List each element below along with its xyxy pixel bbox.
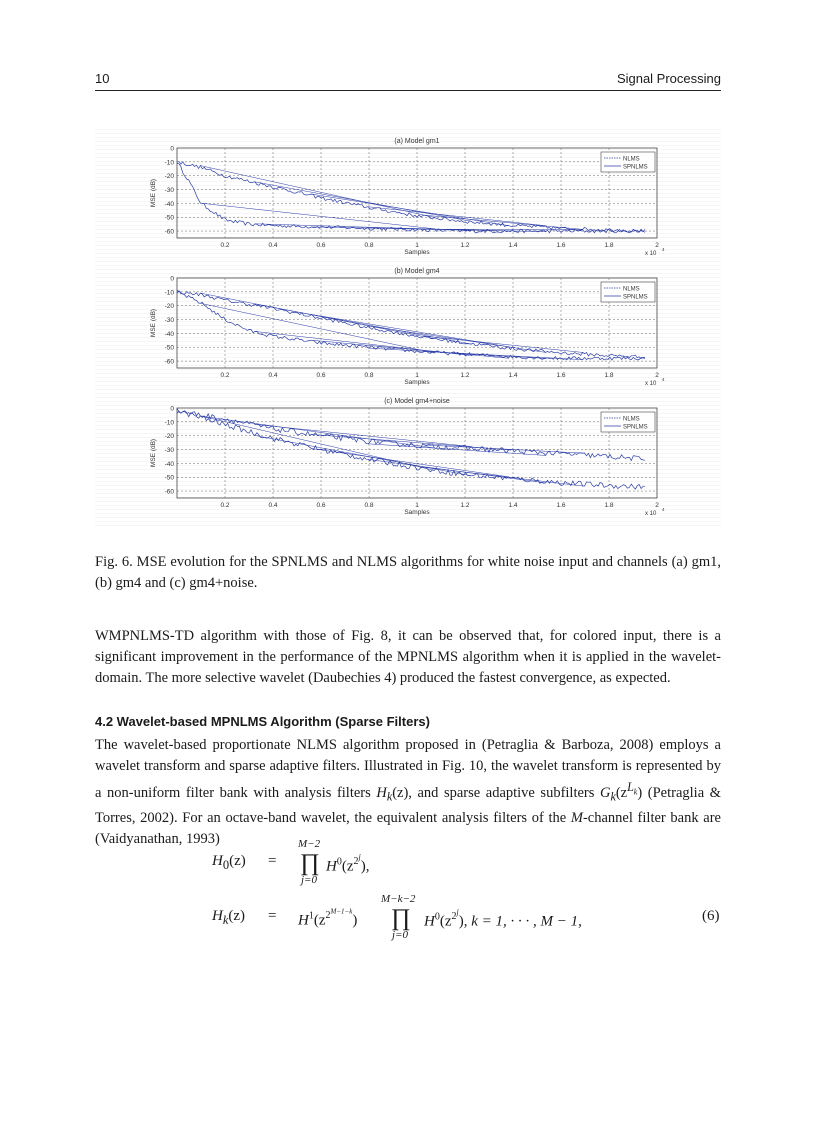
- series-hatch-nlms: [255, 182, 471, 221]
- x-tick-label: 0.4: [268, 502, 278, 509]
- math-G: G: [599, 784, 611, 801]
- chart-title: (a) Model gm1: [394, 138, 440, 145]
- series-hatch-nlms: [312, 194, 509, 225]
- math-M: M: [570, 809, 583, 826]
- eq1-equals: =: [268, 853, 277, 869]
- legend-label: SPNLMS: [623, 294, 648, 301]
- y-tick-label: -60: [164, 358, 174, 366]
- math-G-exp-sub: k: [633, 787, 638, 797]
- legend-label: NLMS: [623, 416, 640, 423]
- legend-label: SPNLMS: [623, 424, 648, 431]
- y-tick-label: -50: [164, 344, 174, 352]
- eq2-equals: =: [268, 908, 277, 924]
- x-tick-label: 2: [655, 502, 659, 509]
- series-hatch-nlms: [425, 467, 583, 486]
- eq1-rhs: $H^0(z^{2^j})$,: [326, 853, 370, 875]
- series-hatch-spnlms: [200, 303, 434, 353]
- para2-text-1: The wavelet-based proportionate NLMS algorithm proposed in (Petraglia & Barboza, 2008) employs a wavelet transform and sparse adaptive filters. Illustrated in Fig. 10, the wavelet transform is represented by a non-uniform filter bank with analysis filters: [95, 737, 721, 801]
- y-axis-label: MSE (dB): [150, 438, 157, 468]
- y-tick-label: -20: [164, 173, 174, 181]
- series-hatch-nlms: [200, 293, 434, 339]
- x-tick-label: 1.4: [508, 502, 518, 509]
- chart-title: (c) Model gm4+noise: [384, 398, 450, 405]
- eq2-product-symbol: ∏: [391, 905, 411, 931]
- x-tick-label: 1.6: [556, 372, 566, 379]
- paragraph-wavelet: [95, 735, 721, 850]
- eq2-lhs: $H_k(z)$: [212, 908, 246, 927]
- series-line-spnlms: [177, 291, 645, 361]
- x-tick-label: 1.4: [508, 242, 518, 249]
- x-tick-label: 1.6: [556, 502, 566, 509]
- x-tick-label: 0.8: [364, 502, 374, 509]
- x-tick-label: 0.8: [364, 242, 374, 249]
- y-tick-label: -10: [164, 159, 174, 167]
- x-tick-label: 1.8: [604, 372, 614, 379]
- x-tick-label: 1.2: [460, 242, 470, 249]
- series-hatch-nlms: [255, 435, 471, 475]
- y-tick-label: -10: [164, 419, 174, 427]
- y-tick-label: -40: [164, 330, 174, 338]
- math-G-close: ): [637, 784, 643, 801]
- x-scale-label: x 10: [645, 251, 657, 257]
- y-tick-label: 0: [170, 405, 174, 413]
- x-axis-label: Samples: [404, 379, 430, 386]
- y-tick-label: -10: [164, 289, 174, 297]
- x-tick-label: 1.6: [556, 242, 566, 249]
- y-tick-label: 0: [170, 145, 174, 153]
- section-heading: 4.2 Wavelet-based MPNLMS Algorithm (Sparse Filters): [95, 714, 430, 729]
- series-hatch-nlms: [200, 166, 434, 218]
- x-tick-label: 1.2: [460, 372, 470, 379]
- y-tick-label: -20: [164, 433, 174, 441]
- x-tick-label: 1: [415, 372, 419, 379]
- x-tick-label: 0.6: [316, 502, 326, 509]
- running-header: [95, 70, 721, 91]
- y-axis-label: MSE (dB): [150, 308, 157, 338]
- chart-panel-1: [150, 138, 665, 257]
- eq2-rhs-a: $H^1(z^{2^{M-1-k}})$: [298, 908, 358, 929]
- series-line-nlms: [177, 291, 645, 359]
- eq1-prod-upper: M−2: [298, 838, 321, 850]
- series-hatch-nlms: [255, 304, 471, 344]
- math-H: H: [376, 784, 387, 801]
- math-H-sub: k: [386, 789, 393, 804]
- series-hatch-spnlms: [312, 340, 509, 358]
- y-tick-label: -60: [164, 228, 174, 236]
- x-scale-exponent: 4: [662, 507, 665, 512]
- chart-panel-3: [150, 398, 665, 517]
- series-line-spnlms: [177, 163, 645, 233]
- figure-caption: Fig. 6. MSE evolution for the SPNLMS and NLMS algorithms for white noise input and channels (a) gm1, (b) gm4 and (c) gm4+noise.: [95, 554, 721, 591]
- y-tick-label: -30: [164, 317, 174, 325]
- y-axis-label: MSE (dB): [150, 178, 157, 208]
- x-tick-label: 1: [415, 502, 419, 509]
- legend-label: SPNLMS: [623, 164, 648, 171]
- x-tick-label: 0.6: [316, 242, 326, 249]
- mse-charts-svg: [95, 126, 721, 526]
- x-tick-label: 0.4: [268, 242, 278, 249]
- math-G-exp: L: [627, 780, 634, 794]
- x-scale-label: x 10: [645, 381, 657, 387]
- x-tick-label: 2: [655, 242, 659, 249]
- para2-text-2: , and sparse adaptive subfilters: [408, 784, 600, 801]
- eq1-prod-lower: j=0: [301, 874, 317, 886]
- eq2-prod-upper: M−k−2: [381, 893, 416, 905]
- math-H-arg: (z): [392, 784, 409, 801]
- x-scale-exponent: 4: [662, 377, 665, 382]
- series-line-nlms: [177, 162, 645, 233]
- paragraph-results: WMPNLMS-TD algorithm with those of Fig. 8, it can be observed that, for colored input, there is a significant improvement in the performance of the MPNLMS algorithm when it is applied in the wavelet-domain. The more selective wavelet (Daubechies 4) produced the fastest convergence, as expected.: [95, 628, 721, 686]
- y-tick-label: -40: [164, 200, 174, 208]
- eq1-product-symbol: ∏: [300, 850, 320, 876]
- x-scale-exponent: 4: [662, 247, 665, 252]
- x-tick-label: 1.4: [508, 372, 518, 379]
- series-hatch-spnlms: [200, 203, 434, 229]
- y-tick-label: -60: [164, 488, 174, 496]
- x-tick-label: 1: [415, 242, 419, 249]
- x-scale-label: x 10: [645, 511, 657, 517]
- running-title: Signal Processing: [616, 71, 721, 86]
- x-tick-label: 1.2: [460, 502, 470, 509]
- y-tick-label: -50: [164, 214, 174, 222]
- x-tick-label: 0.2: [220, 372, 230, 379]
- x-axis-label: Samples: [404, 249, 430, 256]
- x-tick-label: 0.2: [220, 502, 230, 509]
- legend-label: NLMS: [623, 156, 640, 163]
- series-hatch-nlms: [368, 207, 545, 226]
- x-tick-label: 0.2: [220, 242, 230, 249]
- para2-text-4: -channel filter bank are (Vaidyanathan, 1993): [95, 809, 721, 847]
- x-axis-label: Samples: [404, 509, 430, 516]
- chart-title: (b) Model gm4: [394, 268, 440, 275]
- chart-panel-2: [150, 268, 665, 387]
- x-tick-label: 0.6: [316, 372, 326, 379]
- x-tick-label: 0.4: [268, 372, 278, 379]
- y-tick-label: 0: [170, 275, 174, 283]
- mse-figure: [95, 126, 721, 526]
- y-tick-label: -30: [164, 447, 174, 455]
- equation-number: (6): [702, 908, 720, 924]
- x-tick-label: 1.8: [604, 502, 614, 509]
- math-G-open: (z: [615, 784, 628, 801]
- x-tick-label: 0.8: [364, 372, 374, 379]
- eq2-rhs-b: $H^0(z^{2^j})$, k = 1, · · · , M − 1,: [424, 908, 582, 930]
- x-tick-label: 2: [655, 372, 659, 379]
- y-tick-label: -50: [164, 474, 174, 482]
- eq2-prod-lower: j=0: [392, 929, 408, 941]
- x-tick-label: 1.8: [604, 242, 614, 249]
- page-number: 10: [95, 71, 110, 86]
- y-tick-label: -20: [164, 303, 174, 311]
- eq1-lhs: $H_0(z)$: [212, 853, 246, 872]
- series-hatch-nlms: [425, 336, 583, 352]
- y-tick-label: -40: [164, 460, 174, 468]
- math-G-sub: k: [610, 789, 616, 804]
- para2-text-3: (Petraglia & Torres, 2002). For an octave-band wavelet, the equivalent analysis filters of the: [95, 784, 721, 826]
- series-hatch-nlms: [312, 449, 509, 477]
- legend-label: NLMS: [623, 286, 640, 293]
- y-tick-label: -30: [164, 187, 174, 195]
